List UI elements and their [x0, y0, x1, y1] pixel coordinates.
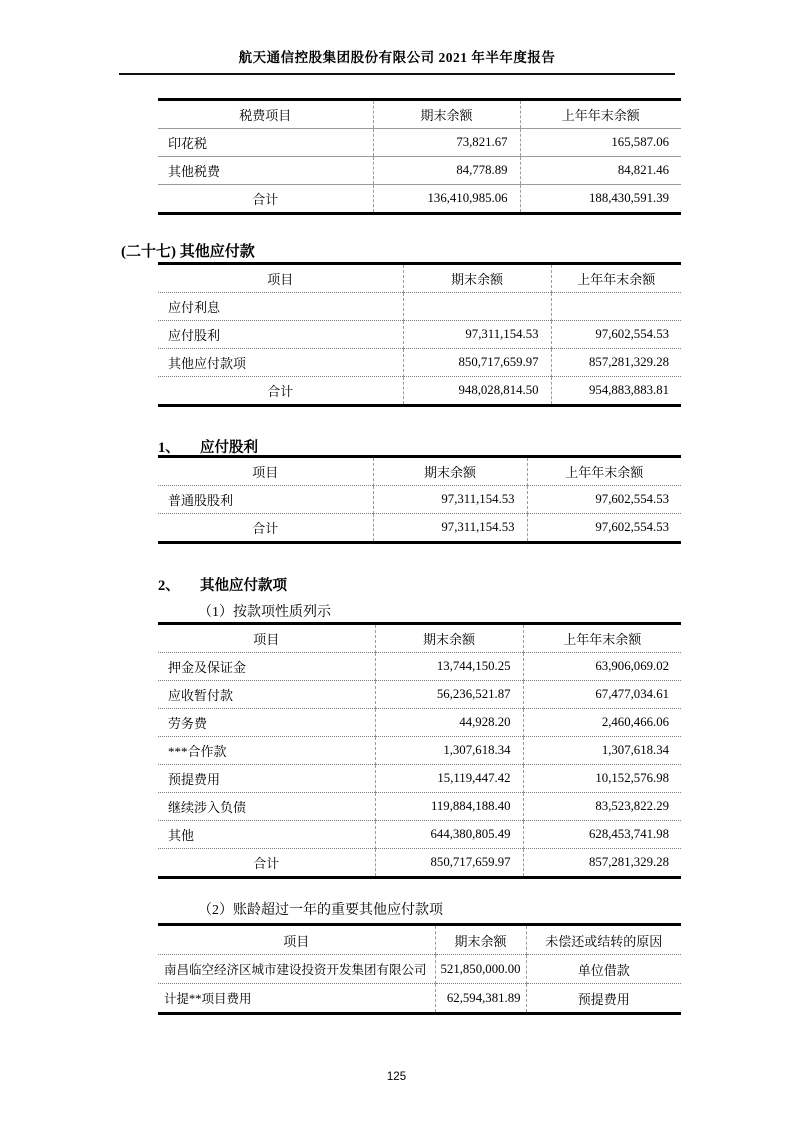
row-label: 计提**项目费用 [158, 984, 435, 1014]
cell-prior-balance: 165,587.06 [520, 129, 681, 157]
row-label: 劳务费 [158, 709, 375, 737]
column-header: 未偿还或结转的原因 [526, 925, 681, 955]
column-header: 上年年末余额 [523, 624, 681, 653]
table-row [158, 821, 681, 849]
row-label: 南昌临空经济区城市建设投资开发集团有限公司 [158, 955, 435, 984]
row-label: 其他 [158, 821, 375, 849]
table-header-row [158, 100, 681, 129]
table-row [158, 486, 681, 514]
table-total-row [158, 377, 681, 406]
column-header: 期末余额 [375, 624, 523, 653]
table-header-row [158, 457, 681, 486]
table-total-row [158, 514, 681, 543]
subsection-title: 应付股利 [200, 440, 258, 456]
cell-prior-balance: 84,821.46 [520, 157, 681, 185]
cell-prior-balance: 10,152,576.98 [523, 765, 681, 793]
column-header: 税费项目 [158, 100, 373, 129]
table-header-row [158, 925, 681, 955]
dividends-payable-table [158, 455, 681, 544]
subsection-2-heading [158, 574, 287, 595]
tax-table [158, 98, 681, 215]
table-row [158, 653, 681, 681]
cell-prior-balance: 2,460,466.06 [523, 709, 681, 737]
row-label: 应付利息 [158, 293, 403, 321]
cell-closing-balance: 97,311,154.53 [373, 486, 527, 514]
table-row [158, 709, 681, 737]
subsection-1-heading [158, 436, 258, 457]
row-label: ***合作款 [158, 737, 375, 765]
column-header: 期末余额 [373, 457, 527, 486]
cell-closing-balance: 97,311,154.53 [403, 321, 551, 349]
row-label: 继续涉入负债 [158, 793, 375, 821]
table-header-row [158, 624, 681, 653]
table-header-row [158, 264, 681, 293]
cell-closing-balance: 97,311,154.53 [373, 514, 527, 543]
cell-prior-balance: 954,883,883.81 [589, 383, 669, 397]
cell-closing-balance: 1,307,618.34 [375, 737, 523, 765]
total-label: 合计 [158, 185, 373, 214]
table-row [158, 321, 681, 349]
other-payables-table [158, 262, 681, 407]
table-row [158, 984, 681, 1014]
cell-prior-balance: 857,281,329.28 [589, 855, 669, 869]
page-number: 125 [386, 1071, 407, 1083]
subsection-title: 其他应付款项 [200, 578, 287, 594]
table-row [158, 737, 681, 765]
section-27-heading: (二十七) 其他应付款 [121, 244, 255, 260]
total-label: 合计 [158, 377, 403, 406]
subsection-number: 2、 [158, 578, 180, 594]
cell-reason: 单位借款 [526, 955, 681, 984]
cell-closing-balance: 136,410,985.06 [373, 185, 520, 214]
cell-closing-balance: 521,850,000.00 [435, 955, 526, 984]
subsection-number: 1、 [158, 440, 180, 456]
table-row [158, 349, 681, 377]
cell-prior-balance [551, 293, 681, 321]
table-row [158, 129, 681, 157]
column-header: 上年年末余额 [527, 457, 681, 486]
row-label: 普通股股利 [158, 486, 373, 514]
cell-prior-balance: 857,281,329.28 [551, 349, 681, 377]
cell-prior-balance: 97,602,554.53 [551, 321, 681, 349]
table-total-row [158, 185, 681, 214]
column-header: 上年年末余额 [520, 100, 681, 129]
cell-closing-balance: 44,928.20 [375, 709, 523, 737]
cell-prior-balance: 83,523,822.29 [523, 793, 681, 821]
table-row [158, 681, 681, 709]
table-total-row [158, 849, 681, 878]
column-header: 项目 [158, 624, 375, 653]
table-row [158, 157, 681, 185]
column-header: 项目 [158, 457, 373, 486]
cell-closing-balance: 62,594,381.89 [435, 984, 526, 1014]
cell-prior-balance: 97,602,554.53 [527, 486, 681, 514]
cell-closing-balance: 644,380,805.49 [375, 821, 523, 849]
total-label: 合计 [158, 849, 375, 878]
cell-closing-balance: 850,717,659.97 [403, 349, 551, 377]
cell-prior-balance: 63,906,069.02 [523, 653, 681, 681]
cell-prior-balance: 188,430,591.39 [589, 191, 669, 205]
row-label: 印花税 [158, 129, 373, 157]
cell-closing-balance: 73,821.67 [373, 129, 520, 157]
column-header: 上年年末余额 [551, 264, 681, 293]
column-header: 期末余额 [435, 925, 526, 955]
cell-closing-balance [403, 293, 551, 321]
table-row [158, 293, 681, 321]
total-label: 合计 [158, 514, 373, 543]
column-header: 项目 [158, 264, 403, 293]
cell-prior-balance: 97,602,554.53 [595, 520, 669, 534]
cell-closing-balance: 56,236,521.87 [375, 681, 523, 709]
cell-closing-balance: 948,028,814.50 [403, 377, 551, 406]
row-label: 预提费用 [158, 765, 375, 793]
cell-closing-balance: 119,884,188.40 [375, 793, 523, 821]
row-label: 应收暂付款 [158, 681, 375, 709]
cell-prior-balance: 67,477,034.61 [523, 681, 681, 709]
cell-closing-balance: 13,744,150.25 [375, 653, 523, 681]
table-row [158, 765, 681, 793]
cell-prior-balance: 1,307,618.34 [523, 737, 681, 765]
cell-prior-balance: 628,453,741.98 [523, 821, 681, 849]
table-row [158, 793, 681, 821]
row-label: 其他税费 [158, 157, 373, 185]
table-row [158, 955, 681, 984]
row-label: 押金及保证金 [158, 653, 375, 681]
subitem-1-heading: （1）按款项性质列示 [198, 605, 331, 620]
cell-closing-balance: 15,119,447.42 [375, 765, 523, 793]
payables-by-nature-table [158, 622, 681, 879]
column-header: 期末余额 [373, 100, 520, 129]
cell-reason: 预提费用 [577, 991, 630, 1007]
document-header-title: 航天通信控股集团股份有限公司 2021 年半年度报告 [119, 46, 675, 75]
aged-payables-table [158, 923, 681, 1015]
subitem-2-heading: （2）账龄超过一年的重要其他应付款项 [198, 903, 443, 918]
column-header: 期末余额 [403, 264, 551, 293]
cell-closing-balance: 84,778.89 [373, 157, 520, 185]
row-label: 应付股利 [158, 321, 403, 349]
cell-closing-balance: 850,717,659.97 [375, 849, 523, 878]
column-header: 项目 [158, 925, 435, 955]
row-label: 其他应付款项 [158, 349, 403, 377]
